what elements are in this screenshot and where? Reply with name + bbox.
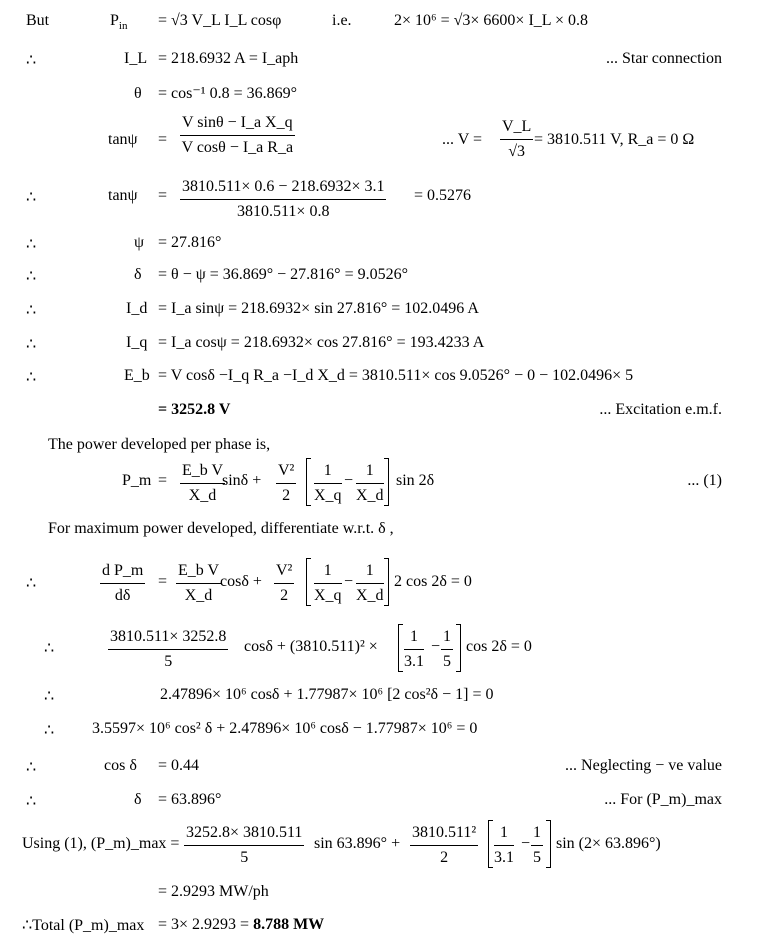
pmax-frac-v2 — [410, 824, 478, 867]
pmax-frac-1-num: 3252.8× 3810.511 — [184, 824, 304, 846]
tanpsi-denominator: V cosθ − I_a R_a — [181, 139, 294, 156]
delta-rhs: = θ − ψ = 36.869° − 27.816° = 9.0526° — [158, 266, 408, 283]
therefore-symbol: ∴ — [26, 302, 37, 319]
v-note-value: = 3810.511 V, R_a = 0 Ω — [534, 131, 695, 148]
star-connection-note: ... Star connection — [606, 50, 722, 67]
pin-numeric: 2× 10⁶ = √3× 6600× I_L × 0.8 — [394, 12, 588, 29]
equals-sign: = — [158, 472, 168, 489]
minus-sign: − — [521, 835, 531, 852]
pm-frac-xd-den: X_d — [356, 487, 384, 504]
delta-max-rhs: = 63.896° — [158, 791, 222, 808]
num-frac-5-num: 1 — [441, 628, 453, 650]
il-lhs: I_L — [124, 50, 148, 67]
bracket-left — [306, 458, 311, 506]
num-frac-31 — [404, 628, 424, 671]
pmax-frac-1 — [184, 824, 304, 867]
deriv-frac-ebv — [176, 562, 221, 605]
pm-frac-v2 — [276, 462, 296, 505]
pm-sin-term: sinδ + — [222, 472, 262, 489]
excitation-emf-note: ... Excitation e.m.f. — [599, 401, 722, 418]
equals-sign: = — [158, 573, 168, 590]
bracket-right — [546, 820, 551, 868]
pm-frac-v2-den: 2 — [282, 487, 291, 504]
total-pmax-calc: = 3× 2.9293 = — [158, 916, 250, 933]
theta-rhs: = cos⁻¹ 0.8 = 36.869° — [158, 85, 298, 102]
therefore-symbol: ∴ — [26, 759, 37, 776]
v-note-prefix: ... V = — [442, 131, 482, 148]
deriv-frac-ebv-num: E_b V — [176, 562, 221, 584]
num-frac-ebv — [108, 628, 228, 671]
pm-frac-xq-num: 1 — [314, 462, 342, 484]
pm-sin2delta: sin 2δ — [396, 472, 435, 489]
tanpsi-lhs: tanψ — [108, 187, 138, 204]
bracket-left — [488, 820, 493, 868]
eb-lhs: E_b — [124, 367, 150, 384]
bracket-right — [456, 624, 461, 672]
therefore-symbol: ∴ — [44, 640, 55, 657]
cos-delta-rhs: = 0.44 — [158, 757, 200, 774]
v-note-fraction — [500, 118, 533, 161]
tanpsi-numerator: V sinθ − I_a X_q — [180, 114, 295, 136]
pmax-frac-5 — [531, 824, 543, 867]
num-frac-31-num: 1 — [404, 628, 424, 650]
psi-lhs: ψ — [134, 234, 145, 251]
tanpsi-numeric-denominator: 3810.511× 0.8 — [237, 203, 330, 220]
quadratic-equation: 3.5597× 10⁶ cos² δ + 2.47896× 10⁶ cosδ − 1.77987× 10⁶ = 0 — [92, 720, 478, 737]
bracket-right — [384, 458, 389, 506]
num-cos-term: cosδ + (3810.511)² × — [244, 638, 378, 655]
tanpsi-lhs: tanψ — [108, 131, 138, 148]
but-label: But — [26, 12, 50, 29]
equation-1-label: ... (1) — [687, 472, 722, 489]
num-frac-ebv-den: 5 — [164, 653, 173, 670]
pm-frac-ebv-den: X_d — [188, 487, 217, 504]
therefore-symbol: ∴ — [44, 688, 55, 705]
iq-lhs: I_q — [126, 334, 148, 351]
deriv-cos-term: cosδ + — [220, 573, 262, 590]
num-frac-5 — [441, 628, 453, 671]
minus-sign: − — [344, 573, 354, 590]
deriv-frac-v2-den: 2 — [280, 587, 289, 604]
deriv-frac-ebv-den: X_d — [184, 587, 213, 604]
dpm-numerator: d P_m — [100, 562, 145, 584]
pmax-frac-1-den: 5 — [240, 849, 249, 866]
therefore-symbol: ∴ — [26, 189, 37, 206]
equals-sign: = — [158, 131, 168, 148]
iq-rhs: = I_a cosψ = 218.6932× cos 27.816° = 193.4233 A — [158, 334, 485, 351]
num-frac-ebv-num: 3810.511× 3252.8 — [108, 628, 228, 650]
therefore-symbol: ∴ — [26, 336, 37, 353]
ie-label: i.e. — [332, 12, 352, 29]
deriv-frac-xq-num: 1 — [314, 562, 342, 584]
bracket-left — [306, 558, 311, 606]
pmax-frac-5-num: 1 — [531, 824, 543, 846]
pmax-frac-31-den: 3.1 — [494, 849, 514, 866]
pm-frac-ebv-num: E_b V — [180, 462, 225, 484]
deriv-frac-xq — [314, 562, 342, 605]
il-rhs: = 218.6932 A = I_aph — [158, 50, 299, 67]
pmax-frac-v2-num: 3810.511² — [410, 824, 478, 846]
pmax-tail: sin (2× 63.896°) — [556, 835, 661, 852]
pm-frac-xd-num: 1 — [356, 462, 384, 484]
pmax-result: = 2.9293 MW/ph — [158, 883, 269, 900]
v-note-numerator: V_L — [500, 118, 533, 140]
pin-lhs: $P_{in}$ — [110, 12, 128, 33]
pm-frac-v2-num: V² — [276, 462, 296, 484]
id-rhs: = I_a sinψ = 218.6932× sin 27.816° = 102.0496 A — [158, 300, 479, 317]
deriv-frac-xd — [356, 562, 384, 605]
total-pmax-result: 8.788 MW — [253, 916, 325, 933]
pm-lhs: P_m — [122, 472, 152, 489]
deriv-frac-xd-num: 1 — [356, 562, 384, 584]
therefore-symbol: ∴ — [44, 722, 55, 739]
equals-sign: = — [158, 187, 168, 204]
total-pmax-lhs: ∴Total (P_m)_max — [22, 917, 145, 934]
psi-rhs: = 27.816° — [158, 234, 222, 251]
id-lhs: I_d — [126, 300, 148, 317]
bracket-left — [398, 624, 403, 672]
num-frac-31-den: 3.1 — [404, 653, 424, 670]
max-power-text: For maximum power developed, differentiate w.r.t. δ , — [48, 520, 394, 537]
delta-max-lhs: δ — [134, 791, 142, 808]
dpm-ddelta-fraction — [100, 562, 145, 605]
eb-result: = 3252.8 V — [158, 401, 231, 418]
power-per-phase-text: The power developed per phase is, — [48, 436, 271, 453]
tanpsi-fraction — [180, 114, 295, 157]
eb-rhs: = V cosδ −I_q R_a −I_d X_d = 3810.511× cos 9.0526° − 0 − 102.0496× 5 — [158, 367, 634, 384]
deriv-frac-xq-den: X_q — [314, 587, 342, 604]
deriv-frac-xd-den: X_d — [356, 587, 384, 604]
v-note-denominator: √3 — [508, 143, 526, 160]
therefore-symbol: ∴ — [26, 52, 37, 69]
pin-rhs: = √3 V_L I_L cosφ — [158, 12, 282, 29]
cos-delta-lhs: cos δ — [104, 757, 137, 774]
tanpsi-numeric-fraction — [180, 178, 386, 221]
therefore-symbol: ∴ — [26, 236, 37, 253]
deriv-frac-v2 — [274, 562, 294, 605]
therefore-symbol: ∴ — [26, 268, 37, 285]
neglecting-note: ... Neglecting − ve value — [565, 757, 722, 774]
therefore-symbol: ∴ — [26, 369, 37, 386]
pmax-frac-31-num: 1 — [494, 824, 514, 846]
pm-frac-ebv — [180, 462, 225, 505]
minus-sign: − — [431, 638, 441, 655]
pm-frac-xq — [314, 462, 342, 505]
total-pmax-rhs — [158, 917, 324, 933]
delta-lhs: δ — [134, 266, 142, 283]
pmax-frac-v2-den: 2 — [440, 849, 449, 866]
bracket-right — [384, 558, 389, 606]
minus-sign: − — [344, 472, 354, 489]
tanpsi-result: = 0.5276 — [414, 187, 472, 204]
deriv-tail: 2 cos 2δ = 0 — [394, 573, 472, 590]
pmax-frac-5-den: 5 — [533, 849, 541, 866]
therefore-symbol: ∴ — [26, 793, 37, 810]
num-tail: cos 2δ = 0 — [466, 638, 532, 655]
pmax-sin-term: sin 63.896° + — [314, 835, 401, 852]
therefore-symbol: ∴ — [26, 575, 37, 592]
deriv-frac-v2-num: V² — [274, 562, 294, 584]
pm-frac-xq-den: X_q — [314, 487, 342, 504]
theta-lhs: θ — [134, 85, 142, 102]
ddelta-denominator: dδ — [114, 587, 131, 604]
tanpsi-numeric-numerator: 3810.511× 0.6 − 218.6932× 3.1 — [180, 178, 386, 200]
pmax-frac-31 — [494, 824, 514, 867]
pm-frac-xd — [356, 462, 384, 505]
for-pmax-note: ... For (P_m)_max — [604, 791, 722, 808]
using-1-prefix: Using (1), (P_m)_max = — [22, 835, 180, 852]
expanded-equation: 2.47896× 10⁶ cosδ + 1.77987× 10⁶ [2 cos²δ − 1] = 0 — [160, 686, 494, 703]
num-frac-5-den: 5 — [443, 653, 451, 670]
